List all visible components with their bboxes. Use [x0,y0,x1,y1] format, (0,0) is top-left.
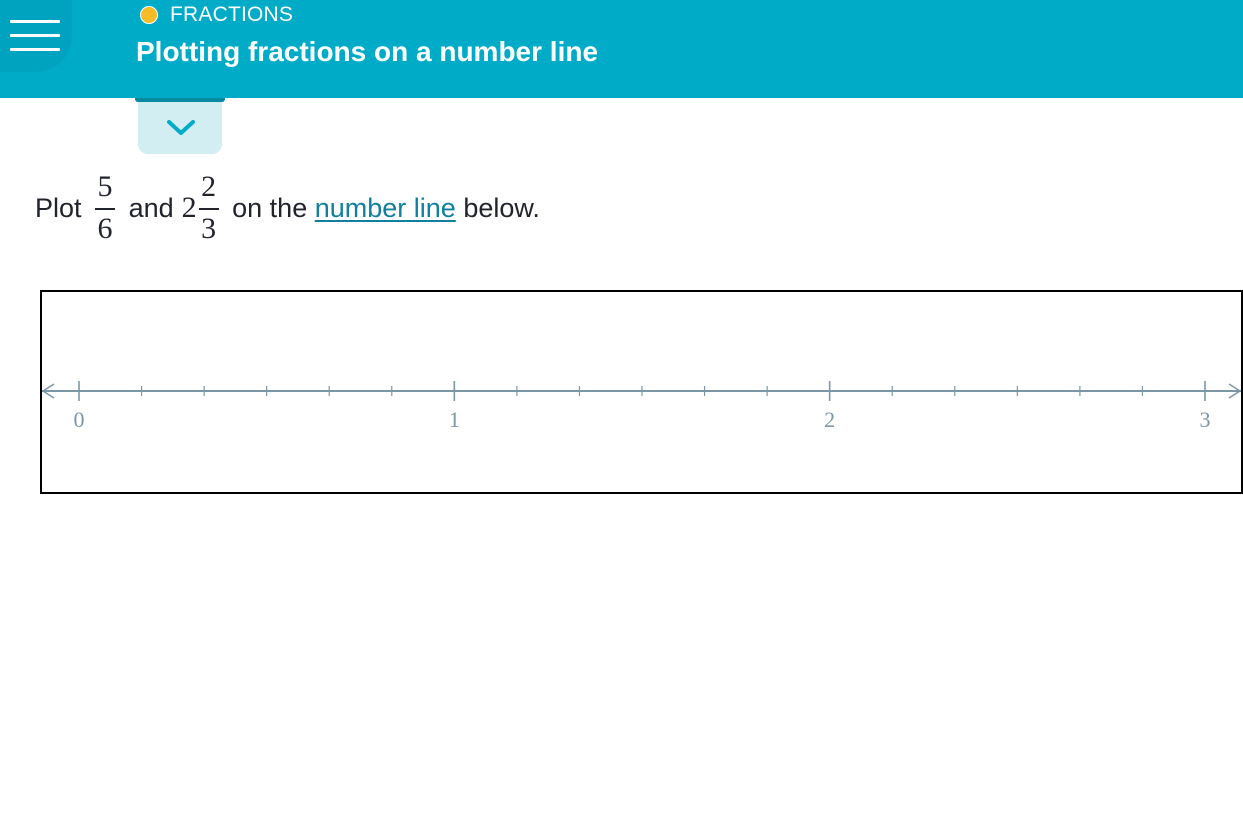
fraction-numerator: 5 [97,170,113,203]
hamburger-menu-icon-bar [10,48,60,51]
menu-button[interactable] [0,0,72,72]
expand-tab-strip [135,98,225,102]
fraction-denominator: 6 [97,212,113,245]
question-prefix: Plot [35,192,82,223]
question-suffix: below. [463,192,540,223]
question-prompt [35,166,540,250]
page-title: Plotting fractions on a number line [136,36,599,67]
number-line-svg[interactable] [40,290,1243,494]
tick-label: 1 [448,407,460,432]
topic-row [140,2,293,28]
tick-label: 2 [824,407,836,432]
topic-status-dot-icon [140,6,158,24]
expand-header-button[interactable] [138,98,222,154]
top-header [0,0,1243,98]
hamburger-menu-icon-bar [10,34,60,37]
number-line-graph[interactable] [40,290,1243,494]
fraction-two-thirds [199,170,219,246]
number-line-link[interactable]: number line [314,192,456,223]
hamburger-menu-icon [10,20,60,23]
topic-label: FRACTIONS [170,3,294,26]
question-connector: and [128,192,174,223]
fraction-numerator: 2 [201,170,217,203]
fraction-bar [199,208,219,210]
fraction-bar [95,208,115,210]
mixed-number-whole: 2 [181,191,197,224]
chevron-down-icon [166,118,196,138]
fraction-five-sixths [95,170,115,246]
question-middle: on the [232,192,308,223]
tick-label: 0 [73,407,85,432]
fraction-denominator: 3 [201,212,217,245]
tick-label: 3 [1199,407,1211,432]
